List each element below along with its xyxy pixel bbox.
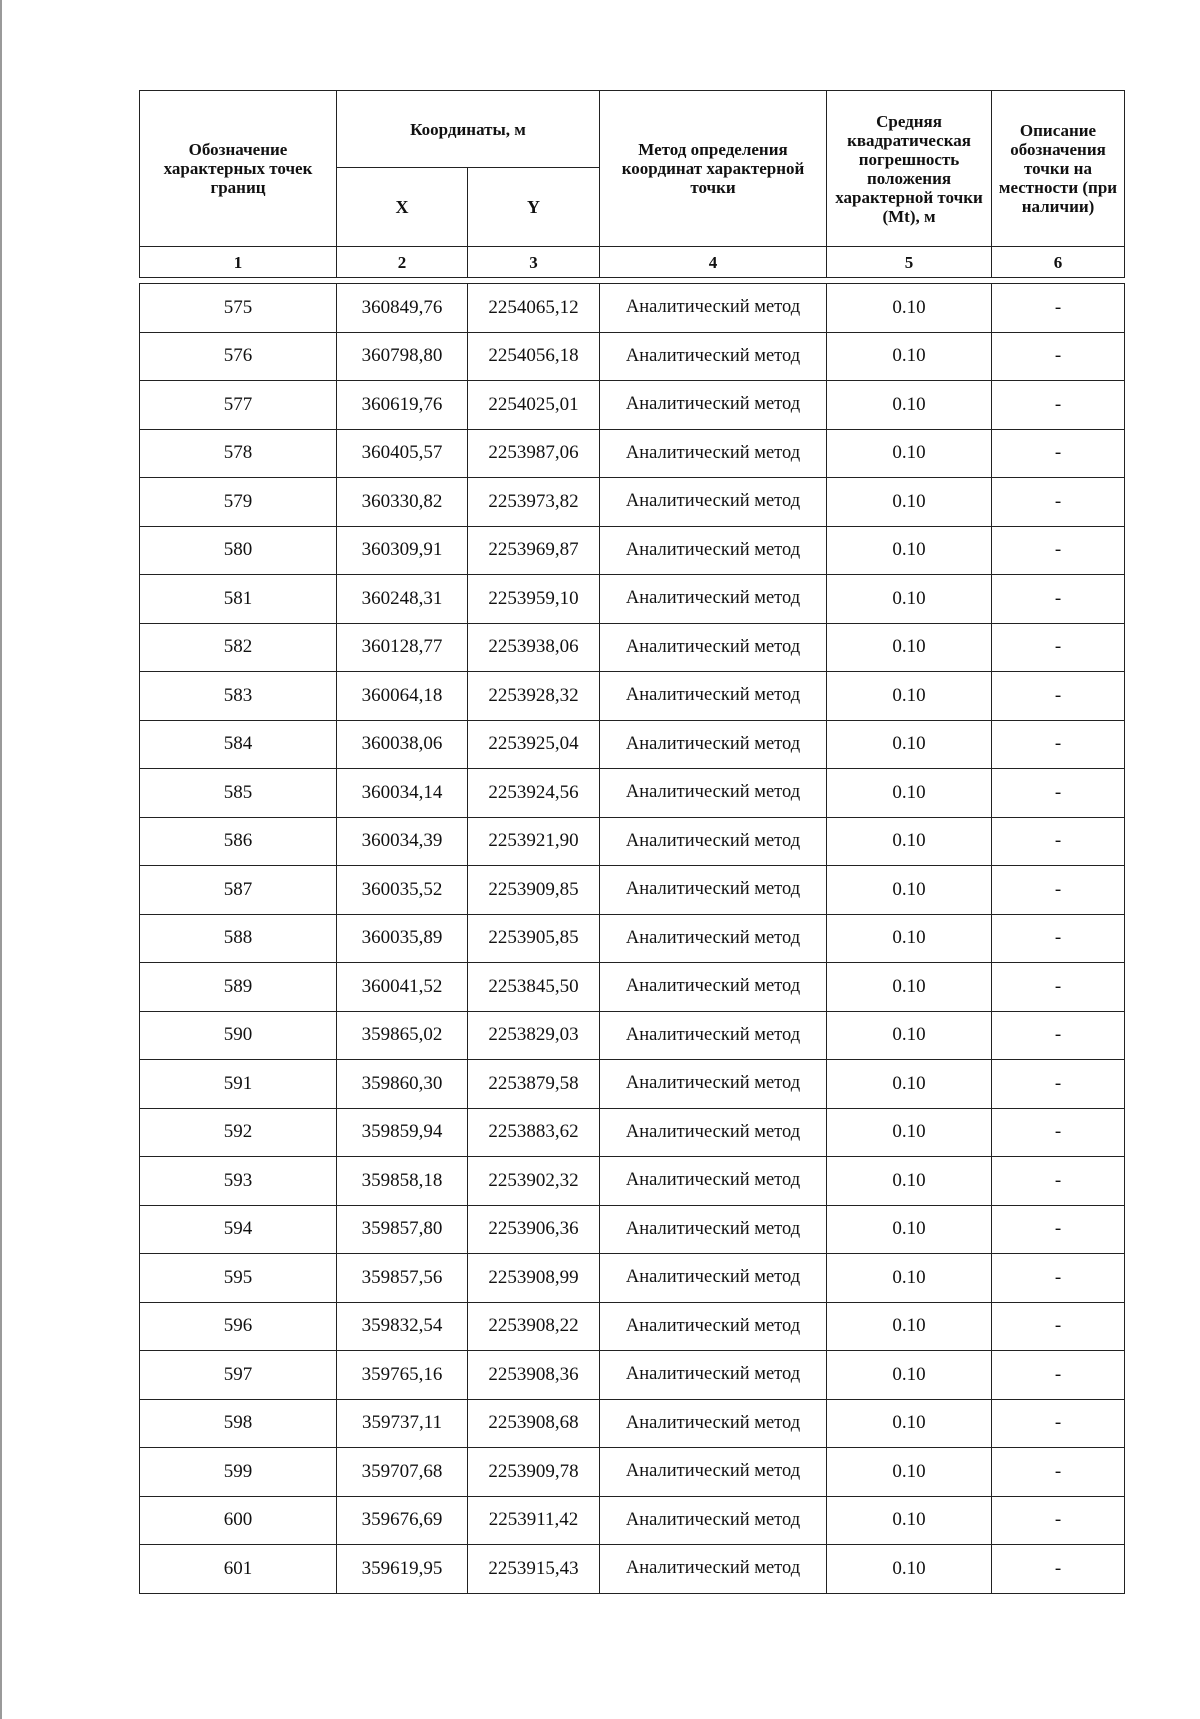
cell-y: 2253969,87 (468, 526, 600, 575)
cell-method: Аналитический метод (600, 429, 827, 478)
cell-accuracy: 0.10 (827, 526, 992, 575)
cell-point: 575 (140, 284, 337, 333)
cell-point: 595 (140, 1254, 337, 1303)
cell-accuracy: 0.10 (827, 1448, 992, 1497)
cell-description: - (992, 1448, 1125, 1497)
cell-y: 2253902,32 (468, 1157, 600, 1206)
document-page (139, 90, 1124, 1594)
cell-accuracy: 0.10 (827, 1351, 992, 1400)
cell-y: 2253938,06 (468, 623, 600, 672)
cell-x: 360330,82 (337, 478, 468, 527)
table-row (140, 914, 1125, 963)
cell-point: 576 (140, 332, 337, 381)
cell-x: 360128,77 (337, 623, 468, 672)
cell-y: 2253959,10 (468, 575, 600, 624)
cell-accuracy: 0.10 (827, 284, 992, 333)
cell-y: 2253905,85 (468, 914, 600, 963)
cell-description: - (992, 1205, 1125, 1254)
cell-description: - (992, 1399, 1125, 1448)
cell-x: 360309,91 (337, 526, 468, 575)
cell-accuracy: 0.10 (827, 866, 992, 915)
cell-description: - (992, 672, 1125, 721)
cell-method: Аналитический метод (600, 381, 827, 430)
cell-y: 2253987,06 (468, 429, 600, 478)
table-row (140, 1399, 1125, 1448)
cell-x: 360849,76 (337, 284, 468, 333)
cell-description: - (992, 526, 1125, 575)
cell-accuracy: 0.10 (827, 1205, 992, 1254)
cell-point: 601 (140, 1545, 337, 1594)
cell-point: 584 (140, 720, 337, 769)
cell-point: 583 (140, 672, 337, 721)
cell-description: - (992, 1351, 1125, 1400)
table-header (140, 91, 1125, 284)
cell-accuracy: 0.10 (827, 381, 992, 430)
cell-description: - (992, 1254, 1125, 1303)
cell-point: 585 (140, 769, 337, 818)
cell-description: - (992, 429, 1125, 478)
cell-point: 589 (140, 963, 337, 1012)
cell-description: - (992, 1108, 1125, 1157)
cell-y: 2253973,82 (468, 478, 600, 527)
cell-point: 594 (140, 1205, 337, 1254)
cell-accuracy: 0.10 (827, 1545, 992, 1594)
column-number: 3 (468, 247, 600, 278)
table-row (140, 1496, 1125, 1545)
cell-description: - (992, 914, 1125, 963)
cell-accuracy: 0.10 (827, 1254, 992, 1303)
cell-x: 359737,11 (337, 1399, 468, 1448)
cell-method: Аналитический метод (600, 1205, 827, 1254)
table-row (140, 963, 1125, 1012)
cell-accuracy: 0.10 (827, 1108, 992, 1157)
cell-point: 579 (140, 478, 337, 527)
table-row (140, 1011, 1125, 1060)
cell-y: 2253924,56 (468, 769, 600, 818)
cell-x: 360035,52 (337, 866, 468, 915)
cell-description: - (992, 1060, 1125, 1109)
cell-accuracy: 0.10 (827, 575, 992, 624)
table-row (140, 1108, 1125, 1157)
header-x: X (337, 168, 468, 247)
cell-point: 578 (140, 429, 337, 478)
cell-method: Аналитический метод (600, 623, 827, 672)
table-row (140, 1060, 1125, 1109)
cell-method: Аналитический метод (600, 1496, 827, 1545)
cell-description: - (992, 623, 1125, 672)
cell-method: Аналитический метод (600, 575, 827, 624)
cell-x: 359859,94 (337, 1108, 468, 1157)
table-row (140, 478, 1125, 527)
cell-point: 588 (140, 914, 337, 963)
cell-method: Аналитический метод (600, 1108, 827, 1157)
cell-accuracy: 0.10 (827, 914, 992, 963)
table-row (140, 866, 1125, 915)
cell-method: Аналитический метод (600, 1060, 827, 1109)
cell-description: - (992, 817, 1125, 866)
table-row (140, 1302, 1125, 1351)
cell-x: 360405,57 (337, 429, 468, 478)
cell-x: 360038,06 (337, 720, 468, 769)
cell-x: 360034,14 (337, 769, 468, 818)
cell-accuracy: 0.10 (827, 429, 992, 478)
cell-description: - (992, 478, 1125, 527)
header-description: Описание обозначения точки на местности (при наличии) (992, 91, 1125, 247)
cell-method: Аналитический метод (600, 1545, 827, 1594)
cell-point: 597 (140, 1351, 337, 1400)
cell-x: 359676,69 (337, 1496, 468, 1545)
cell-x: 360248,31 (337, 575, 468, 624)
table-row (140, 1545, 1125, 1594)
cell-y: 2253915,43 (468, 1545, 600, 1594)
cell-accuracy: 0.10 (827, 963, 992, 1012)
cell-method: Аналитический метод (600, 1011, 827, 1060)
cell-point: 590 (140, 1011, 337, 1060)
cell-point: 599 (140, 1448, 337, 1497)
cell-description: - (992, 769, 1125, 818)
cell-method: Аналитический метод (600, 526, 827, 575)
table-row (140, 526, 1125, 575)
header-accuracy: Средняя квадратическая погрешность положения характерной точки (Mt), м (827, 91, 992, 247)
cell-x: 360798,80 (337, 332, 468, 381)
table-row (140, 332, 1125, 381)
cell-accuracy: 0.10 (827, 332, 992, 381)
cell-accuracy: 0.10 (827, 478, 992, 527)
cell-point: 593 (140, 1157, 337, 1206)
column-number: 5 (827, 247, 992, 278)
table-row (140, 817, 1125, 866)
cell-description: - (992, 1011, 1125, 1060)
cell-method: Аналитический метод (600, 720, 827, 769)
cell-x: 359832,54 (337, 1302, 468, 1351)
cell-method: Аналитический метод (600, 284, 827, 333)
cell-point: 591 (140, 1060, 337, 1109)
cell-x: 359765,16 (337, 1351, 468, 1400)
cell-description: - (992, 381, 1125, 430)
cell-y: 2254056,18 (468, 332, 600, 381)
cell-description: - (992, 1496, 1125, 1545)
cell-method: Аналитический метод (600, 332, 827, 381)
cell-y: 2253908,36 (468, 1351, 600, 1400)
cell-x: 359858,18 (337, 1157, 468, 1206)
cell-x: 359707,68 (337, 1448, 468, 1497)
cell-x: 360064,18 (337, 672, 468, 721)
cell-accuracy: 0.10 (827, 769, 992, 818)
header-method: Метод определения координат характерной точки (600, 91, 827, 247)
cell-description: - (992, 575, 1125, 624)
cell-accuracy: 0.10 (827, 817, 992, 866)
table-row (140, 769, 1125, 818)
boundary-points-table (139, 90, 1125, 1594)
cell-y: 2253883,62 (468, 1108, 600, 1157)
cell-y: 2253906,36 (468, 1205, 600, 1254)
cell-description: - (992, 963, 1125, 1012)
cell-y: 2253829,03 (468, 1011, 600, 1060)
cell-y: 2253908,68 (468, 1399, 600, 1448)
header-coords: Координаты, м (337, 91, 600, 168)
table-row (140, 1351, 1125, 1400)
scan-edge-line (0, 0, 2, 1719)
cell-point: 587 (140, 866, 337, 915)
cell-method: Аналитический метод (600, 672, 827, 721)
cell-x: 360035,89 (337, 914, 468, 963)
cell-point: 592 (140, 1108, 337, 1157)
column-number: 6 (992, 247, 1125, 278)
cell-method: Аналитический метод (600, 1351, 827, 1400)
table-row (140, 381, 1125, 430)
cell-method: Аналитический метод (600, 866, 827, 915)
table-row (140, 672, 1125, 721)
cell-accuracy: 0.10 (827, 1060, 992, 1109)
cell-accuracy: 0.10 (827, 1157, 992, 1206)
table-row (140, 429, 1125, 478)
cell-point: 598 (140, 1399, 337, 1448)
table-row (140, 1448, 1125, 1497)
cell-description: - (992, 866, 1125, 915)
cell-accuracy: 0.10 (827, 720, 992, 769)
cell-x: 359857,80 (337, 1205, 468, 1254)
cell-description: - (992, 1302, 1125, 1351)
cell-y: 2253879,58 (468, 1060, 600, 1109)
cell-y: 2253928,32 (468, 672, 600, 721)
cell-x: 359860,30 (337, 1060, 468, 1109)
header-y: Y (468, 168, 600, 247)
cell-point: 577 (140, 381, 337, 430)
cell-description: - (992, 332, 1125, 381)
table-row (140, 623, 1125, 672)
cell-y: 2253909,78 (468, 1448, 600, 1497)
cell-accuracy: 0.10 (827, 672, 992, 721)
cell-method: Аналитический метод (600, 963, 827, 1012)
table-row (140, 1157, 1125, 1206)
column-number: 4 (600, 247, 827, 278)
cell-y: 2254065,12 (468, 284, 600, 333)
cell-accuracy: 0.10 (827, 1399, 992, 1448)
cell-method: Аналитический метод (600, 1254, 827, 1303)
cell-x: 360034,39 (337, 817, 468, 866)
cell-description: - (992, 720, 1125, 769)
cell-method: Аналитический метод (600, 1448, 827, 1497)
cell-y: 2253911,42 (468, 1496, 600, 1545)
cell-method: Аналитический метод (600, 769, 827, 818)
cell-y: 2253909,85 (468, 866, 600, 915)
cell-method: Аналитический метод (600, 1399, 827, 1448)
cell-y: 2253908,99 (468, 1254, 600, 1303)
cell-method: Аналитический метод (600, 817, 827, 866)
cell-point: 600 (140, 1496, 337, 1545)
cell-accuracy: 0.10 (827, 1496, 992, 1545)
cell-accuracy: 0.10 (827, 1302, 992, 1351)
cell-point: 581 (140, 575, 337, 624)
cell-description: - (992, 1157, 1125, 1206)
table-body (140, 284, 1125, 1594)
cell-y: 2254025,01 (468, 381, 600, 430)
cell-x: 359857,56 (337, 1254, 468, 1303)
column-number: 1 (140, 247, 337, 278)
cell-method: Аналитический метод (600, 1157, 827, 1206)
table-row (140, 575, 1125, 624)
cell-y: 2253845,50 (468, 963, 600, 1012)
table-row (140, 1205, 1125, 1254)
cell-method: Аналитический метод (600, 1302, 827, 1351)
cell-x: 359865,02 (337, 1011, 468, 1060)
column-number: 2 (337, 247, 468, 278)
table-row (140, 1254, 1125, 1303)
cell-x: 359619,95 (337, 1545, 468, 1594)
table-row (140, 720, 1125, 769)
cell-point: 596 (140, 1302, 337, 1351)
cell-x: 360619,76 (337, 381, 468, 430)
cell-accuracy: 0.10 (827, 1011, 992, 1060)
cell-description: - (992, 1545, 1125, 1594)
cell-accuracy: 0.10 (827, 623, 992, 672)
cell-method: Аналитический метод (600, 478, 827, 527)
cell-point: 580 (140, 526, 337, 575)
cell-y: 2253908,22 (468, 1302, 600, 1351)
cell-method: Аналитический метод (600, 914, 827, 963)
cell-point: 586 (140, 817, 337, 866)
table-row (140, 284, 1125, 333)
cell-y: 2253925,04 (468, 720, 600, 769)
cell-y: 2253921,90 (468, 817, 600, 866)
cell-description: - (992, 284, 1125, 333)
cell-point: 582 (140, 623, 337, 672)
cell-x: 360041,52 (337, 963, 468, 1012)
header-point: Обозначение характерных точек границ (140, 91, 337, 247)
column-number-row (140, 247, 1125, 278)
